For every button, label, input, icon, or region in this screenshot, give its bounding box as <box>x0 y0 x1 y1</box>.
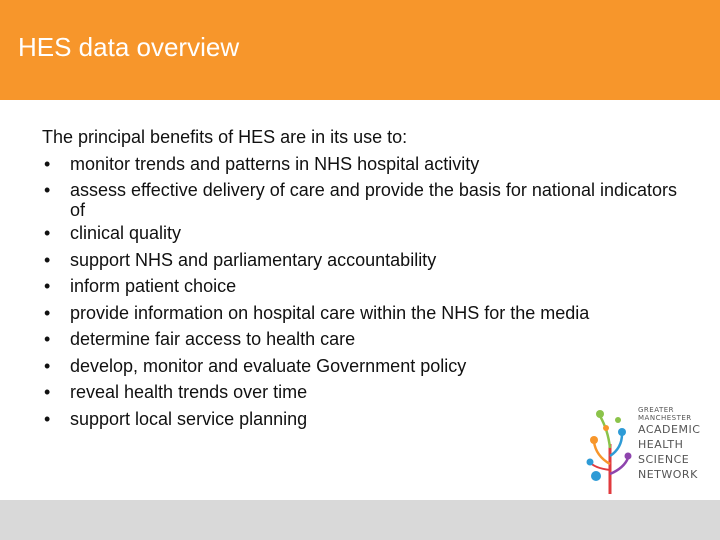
bullet-icon: • <box>44 355 51 376</box>
bullet-icon: • <box>44 153 51 174</box>
list-item: • support local service planning <box>42 406 682 433</box>
list-item: • reveal health trends over time <box>42 379 682 406</box>
bullet-icon: • <box>44 276 51 296</box>
list-item: • monitor trends and patterns in NHS hospital activity <box>42 151 682 178</box>
bullet-icon: • <box>44 180 51 200</box>
list-item: • support NHS and parliamentary accountability <box>42 247 682 274</box>
list-item: • provide information on hospital care within the NHS for the media <box>42 300 682 327</box>
bullet-icon: • <box>44 382 51 402</box>
header-bar <box>0 0 720 100</box>
bullet-icon: • <box>44 249 51 270</box>
list-item: • inform patient choice <box>42 273 682 300</box>
list-item: • determine fair access to health care <box>42 326 682 353</box>
slide-title: HES data overview <box>18 32 240 62</box>
slide-content <box>42 124 682 432</box>
list-item: • develop, monitor and evaluate Government policy <box>42 353 682 380</box>
tree-logo-icon <box>582 404 638 496</box>
bullet-icon: • <box>44 408 51 429</box>
bullet-icon: • <box>44 302 51 323</box>
bullet-icon: • <box>44 223 51 243</box>
footer-bar <box>0 500 720 540</box>
intro-text: The principal benefits of HES are in its use to: <box>42 127 408 147</box>
bullet-icon: • <box>44 329 51 349</box>
logo-text: GREATER MANCHESTER ACADEMIC HEALTH SCIENCE NETWORK <box>638 406 701 481</box>
benefits-list <box>42 151 682 433</box>
gmahsn-logo <box>582 404 702 496</box>
list-item: • assess effective delivery of care and provide the basis for national indicators of <box>42 177 682 220</box>
list-item: • clinical quality <box>42 220 682 247</box>
